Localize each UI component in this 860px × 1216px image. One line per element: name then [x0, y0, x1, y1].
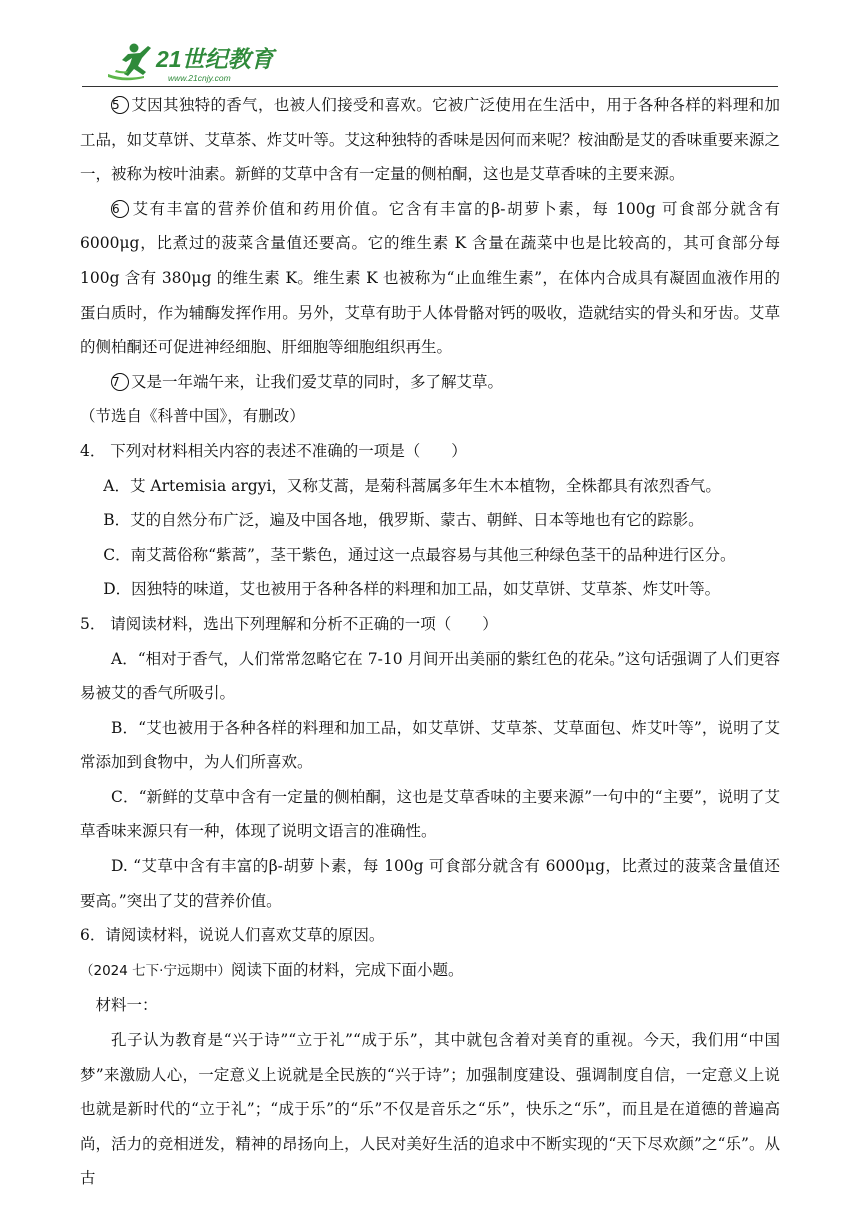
svg-text:www.21cnjy.com: www.21cnjy.com	[168, 73, 231, 83]
question-4-stem: 4． 下列对材料相关内容的表述不准确的一项是（ ）	[80, 441, 467, 460]
material-title: 材料一：	[95, 996, 158, 1015]
svg-text:21世纪教育: 21世纪教育	[156, 46, 274, 72]
question-4-option-c: C．南艾蒿俗称“紫蒿”，茎干紫色，通过这一点最容易与其他三种绿色茎干的品种进行区分。	[103, 545, 736, 564]
paragraph-number: 6	[111, 200, 129, 218]
question-5-option-d: D. “艾草中含有丰富的β-胡萝卜素，每 100g 可食部分就含有 6000μg，比煮过的菠菜含量值还要高。”突出了艾的营养价值。	[80, 857, 780, 910]
exam-source: （2024 七下·宁远期中）	[80, 962, 231, 979]
question-4-option-a: A．艾 Artemisia argyi，又称艾蒿，是菊科蒿属多年生木本植物，全株都具有浓烈香气。	[103, 476, 721, 495]
question-6-stem: 6．请阅读材料，说说人们喜欢艾草的原因。	[80, 926, 385, 945]
question-4-option-d: D．因独特的味道，艾也被用于各种各样的料理和加工品，如艾草饼、艾草茶、炸艾叶等。	[103, 580, 721, 599]
next-section-intro: （2024 七下·宁远期中）阅读下面的材料，完成下面小题。	[80, 960, 464, 979]
paragraph-7: 7 又是一年端午来，让我们爱艾草的同时，多了解艾草。	[112, 372, 504, 391]
runner-icon	[108, 44, 151, 81]
question-5-stem: 5． 请阅读材料，选出下列理解和分析不正确的一项（ ）	[80, 614, 498, 633]
question-5-option-c: C．“新鲜的艾草中含有一定量的侧柏酮，这也是艾草香味的主要来源”一句中的“主要”，说明了艾草香味来源只有一种，体现了说明文语言的准确性。	[80, 787, 780, 841]
document-body	[80, 88, 780, 1196]
source-note: （节选自《科普中国》，有删改）	[80, 407, 305, 426]
paragraph-number: 7	[111, 373, 129, 391]
page-header	[84, 38, 776, 88]
paragraph-number: 5	[111, 96, 129, 114]
question-5-option-a: A．“相对于香气，人们常常忽略它在 7-10 月间开出美丽的紫红色的花朵。”这句话强调了人们更容易被艾的香气所吸引。	[80, 649, 780, 703]
question-5-option-b: B．“艾也被用于各种各样的料理和加工品，如艾草饼、艾草茶、艾草面包、炸艾叶等”，说明了艾常添加到食物中，为人们所喜欢。	[80, 718, 780, 772]
material-body: 孔子认为教育是“兴于诗”“立于礼”“成于乐”，其中就包含着对美育的重视。今天，我们用“中国梦”来激励人心，一定意义上说就是全民族的“兴于诗”；加强制度建设、强调制度自信，一定意义上说也就是新时代的“立于礼”；“成于乐”的“乐”不仅是音乐之“乐”，快乐之“乐”，而且是在道德的普遍高尚，活力的竞相迸发，精神的昂扬向上，人民对美好生活的追求中不断实现的“天下尽欢颜”之“乐”。从古	[80, 1031, 780, 1188]
site-logo	[104, 40, 294, 84]
paragraph-6: 6 艾有丰富的营养价值和药用价值。它含有丰富的β-胡萝卜素，每 100g 可食部分就含有 6000μg，比煮过的菠菜含量值还要高。它的维生素 K 含量在蔬菜中也是比较高的，其可食部分每 100g 含有 380μg 的维生素 K。维生素 K 也被称为“止血维生素”，在体内合成具有凝固血液作用的蛋白质时，作为辅酶发挥作用。另外，艾草有助于人体骨骼对钙的吸收，造就结实的骨头和牙齿。艾草的侧柏酮还可促进神经细胞、肝细胞等细胞组织再生。	[80, 199, 780, 357]
header-divider	[82, 86, 778, 87]
question-4-option-b: B．艾的自然分布广泛，遍及中国各地，俄罗斯、蒙古、朝鲜、日本等地也有它的踪影。	[103, 511, 704, 530]
paragraph-5: 5 艾因其独特的香气，也被人们接受和喜欢。它被广泛使用在生活中，用于各种各样的料理和加工品，如艾草饼、艾草茶、炸艾叶等。艾这种独特的香味是因何而来呢？桉油酚是艾的香味重要来源之一，被称为桉叶油素。新鲜的艾草中含有一定量的侧柏酮，这也是艾草香味的主要来源。	[80, 96, 780, 184]
